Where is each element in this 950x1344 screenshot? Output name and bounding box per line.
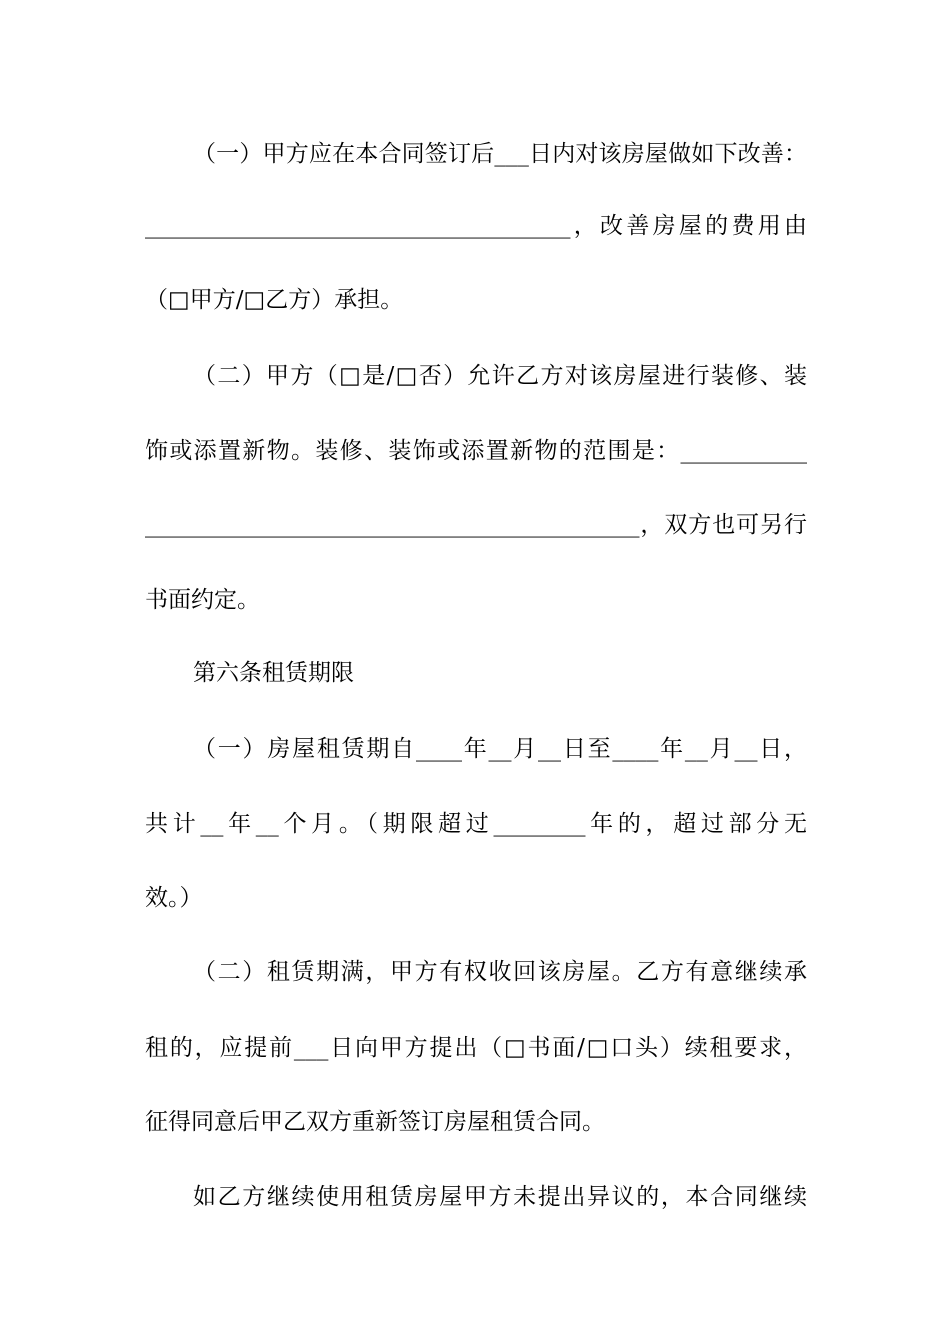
paragraph-line: （一）房屋租赁期自____年__月__日至____年__月__日， <box>193 736 807 762</box>
paragraph-line: （一）甲方应在本合同签订后___日内对该房屋做如下改善： <box>193 141 807 167</box>
paragraph-line: 征得同意后甲乙双方重新签订房屋租赁合同。 <box>145 1109 605 1135</box>
paragraph-line: （二）租赁期满，甲方有权收回该房屋。乙方有意继续承 <box>193 959 807 985</box>
paragraph-line: 如乙方继续使用租赁房屋甲方未提出异议的，本合同继续 <box>193 1184 807 1210</box>
section-heading: 第六条租赁期限 <box>193 660 354 686</box>
paragraph-line: ___________________________________________，双方也可另行 <box>145 512 807 538</box>
paragraph-line: 租的，应提前___日向甲方提出（□书面/□口头）续租要求， <box>145 1035 807 1061</box>
paragraph-line: （二）甲方（□是/□否）允许乙方对该房屋进行装修、装 <box>193 363 807 389</box>
paragraph-line: 共计__年__个月。（期限超过________年的，超过部分无 <box>145 811 807 837</box>
paragraph-line: （□甲方/□乙方）承担。 <box>145 287 404 313</box>
paragraph-line: 效。） <box>145 885 203 911</box>
paragraph-line: _____________________________________，改善房屋的费用由 <box>145 213 807 239</box>
paragraph-line: 书面约定。 <box>145 587 260 613</box>
paragraph-line: 饰或添置新物。装修、装饰或添置新物的范围是：___________ <box>145 438 807 464</box>
